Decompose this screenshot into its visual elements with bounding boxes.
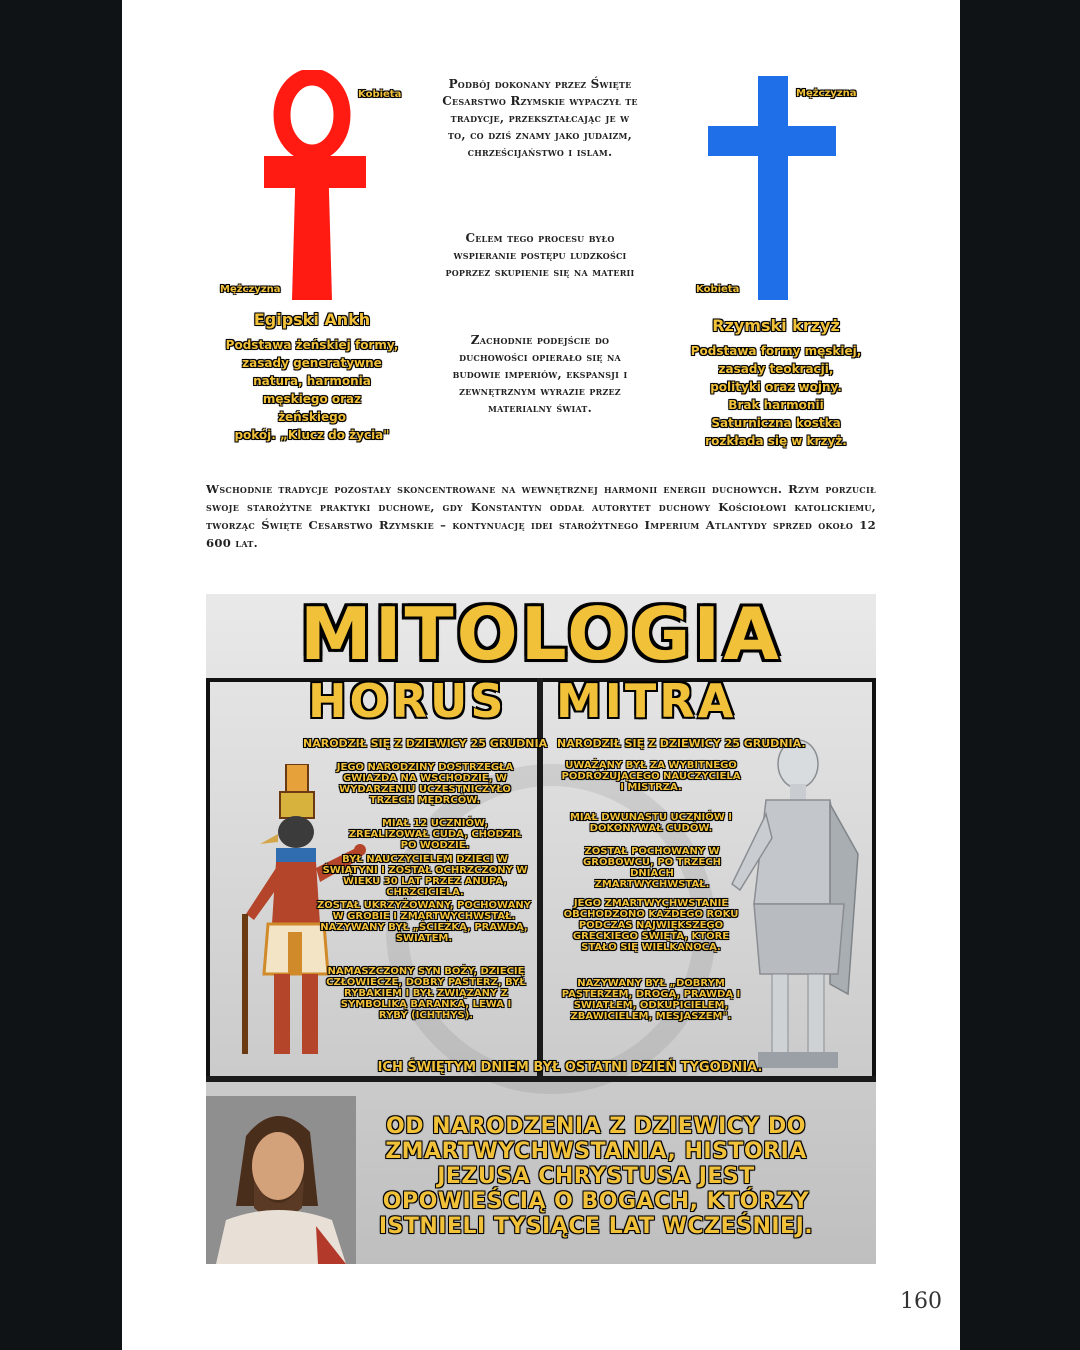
mitra-fact-2: MIAŁ DWUNASTU UCZNIÓW I DOKONYWAŁ CUDÓW. bbox=[569, 812, 733, 834]
horus-band: NARODZIŁ SIĘ Z DZIEWICY 25 GRUDNIA bbox=[303, 737, 548, 750]
horus-fact-5: NAMASZCZONY SYN BOŻY, DZIECIĘ CZŁOWIECZE, DOBRY PASTERZ, BYŁ RYBAKIEM I BYŁ ZWIĄZANY Z SYMBOLIKĄ BARANKA, LEWA I RYBY (ICHTHYS). bbox=[326, 966, 526, 1021]
horus-fact-4: ZOSTAŁ UKRZYŻOWANY, POCHOWANY W GROBIE I ZMARTWYCHWSTAŁ. NAZYWANY BYŁ „ŚCIEŻKĄ, PRAWDĄ, ŚWIATEM. bbox=[317, 900, 531, 944]
horus-fact-1: JEGO NARODZINY DOSTRZEGŁA GWIAZDA NA WSCHODZIE, W WYDARZENIU UCZESTNICZYŁO TRZECH MĘDRCÓW. bbox=[336, 762, 514, 806]
horus-fact-3: BYŁ NAUCZYCIELEM DZIECI W ŚWIĄTYNI I ZOSTAŁ OCHRZCZONY W WIEKU 30 LAT PRZEZ ANUPA, CHRZCICIELA. bbox=[322, 854, 528, 898]
page-number: 160 bbox=[900, 1289, 942, 1314]
ankh-icon bbox=[262, 70, 372, 300]
cross-tag-bottom: Kobieta bbox=[696, 284, 740, 295]
horus-fact-2: MIAŁ 12 UCZNIÓW, ZREALIZOWAŁ CUDA, CHODZIŁ PO WODZIE. bbox=[348, 818, 522, 851]
book-page bbox=[122, 0, 960, 1350]
sacred-day-line: ICH ŚWIĘTYM DNIEM BYŁ OSTATNI DZIEŃ TYGODNIA. bbox=[377, 1060, 763, 1075]
mitra-title: MITRA bbox=[556, 674, 737, 728]
mitra-fact-1: UWAŻANY BYŁ ZA WYBITNEGO PODRÓŻUJĄCEGO NAUCZYCIELA I MISTRZA. bbox=[561, 760, 741, 793]
ankh-tag-bottom: Mężczyzna bbox=[220, 284, 281, 295]
cross-icon bbox=[708, 76, 840, 300]
mitra-fact-3: ZOSTAŁ POCHOWANY W GROBOWCU, PO TRZECH DNIACH ZMARTWYCHWSTAŁ. bbox=[583, 846, 721, 890]
cross-tag-top: Mężczyzna bbox=[796, 88, 857, 99]
infographic-title: MITOLOGIA bbox=[300, 594, 782, 676]
jesus-portrait bbox=[206, 1096, 356, 1264]
horus-title: HORUS bbox=[308, 674, 507, 728]
mitra-fact-5: NAZYWANY BYŁ „DOBRYM PASTERZEM, DROGĄ, PRAWDĄ I ŚWIATŁEM, ODKUPICIELEM, ZBAWICIELEM, MESJASZEM". bbox=[561, 978, 741, 1022]
ankh-description: Podstawa żeńskiej formy, zasady generatywne natura, harmonia męskiego oraz żeńskiego pokój. „Klucz do życia" bbox=[225, 338, 399, 442]
middle-text-3: Zachodnie podejście do duchowości opierało się na budowie imperiów, ekspansji i zewnętrznym wyrazie przez materialny świat. bbox=[452, 333, 628, 415]
mythology-infographic bbox=[206, 594, 876, 1264]
closing-statement: OD NARODZENIA Z DZIEWICY DO ZMARTWYCHWSTANIA, HISTORIA JEZUSA CHRYSTUSA JEST OPOWIEŚCIĄ O BOGACH, KTÓRZY ISTNIELI TYSIĄCE LAT WCZEŚNIEJ. bbox=[378, 1114, 814, 1239]
mitra-fact-4: JEGO ZMARTWYCHWSTANIE OBCHODZONO KAŻDEGO ROKU PODCZAS NAJWIĘKSZEGO GRECKIEGO ŚWIĘTA, KTÓRE STAŁO SIĘ WIELKANOCĄ. bbox=[563, 898, 739, 953]
cross-description: Podstawa formy męskiej, zasady teokracji, polityki oraz wojny. Brak harmonii Saturniczna kostka rozkłada się w krzyż. bbox=[690, 344, 862, 448]
ankh-tag-top: Kobieta bbox=[358, 89, 402, 100]
middle-text-1: Podbój dokonany przez Święte Cesarstwo Rzymskie wypaczył te tradycje, przekształcając je w to, co dziś znamy jako judaizm, chrześcijaństwo i islam. bbox=[442, 77, 638, 159]
section-divider bbox=[206, 1076, 876, 1082]
body-paragraph: Wschodnie tradycje pozostały skoncentrowane na wewnętrznej harmonii energii duchowych. Rzym porzucił swoje starożytne praktyki duchowe, gdy Konstantyn oddał autorytet duchowy Kościołowi katolickiemu, tworząc Święte Cesarstwo Rzymskie – kontynuację idei starożytnego Imperium Atlantydy sprzed około 12 600 lat. bbox=[206, 482, 876, 550]
ankh-heading: Egipski Ankh bbox=[253, 310, 371, 329]
cross-heading: Rzymski krzyż bbox=[712, 316, 840, 335]
middle-text-2: Celem tego procesu było wspieranie postępu ludzkości poprzez skupienie się na materii bbox=[445, 231, 635, 279]
mitra-band: NARODZIŁ SIĘ Z DZIEWICY 25 GRUDNIA. bbox=[557, 737, 806, 750]
